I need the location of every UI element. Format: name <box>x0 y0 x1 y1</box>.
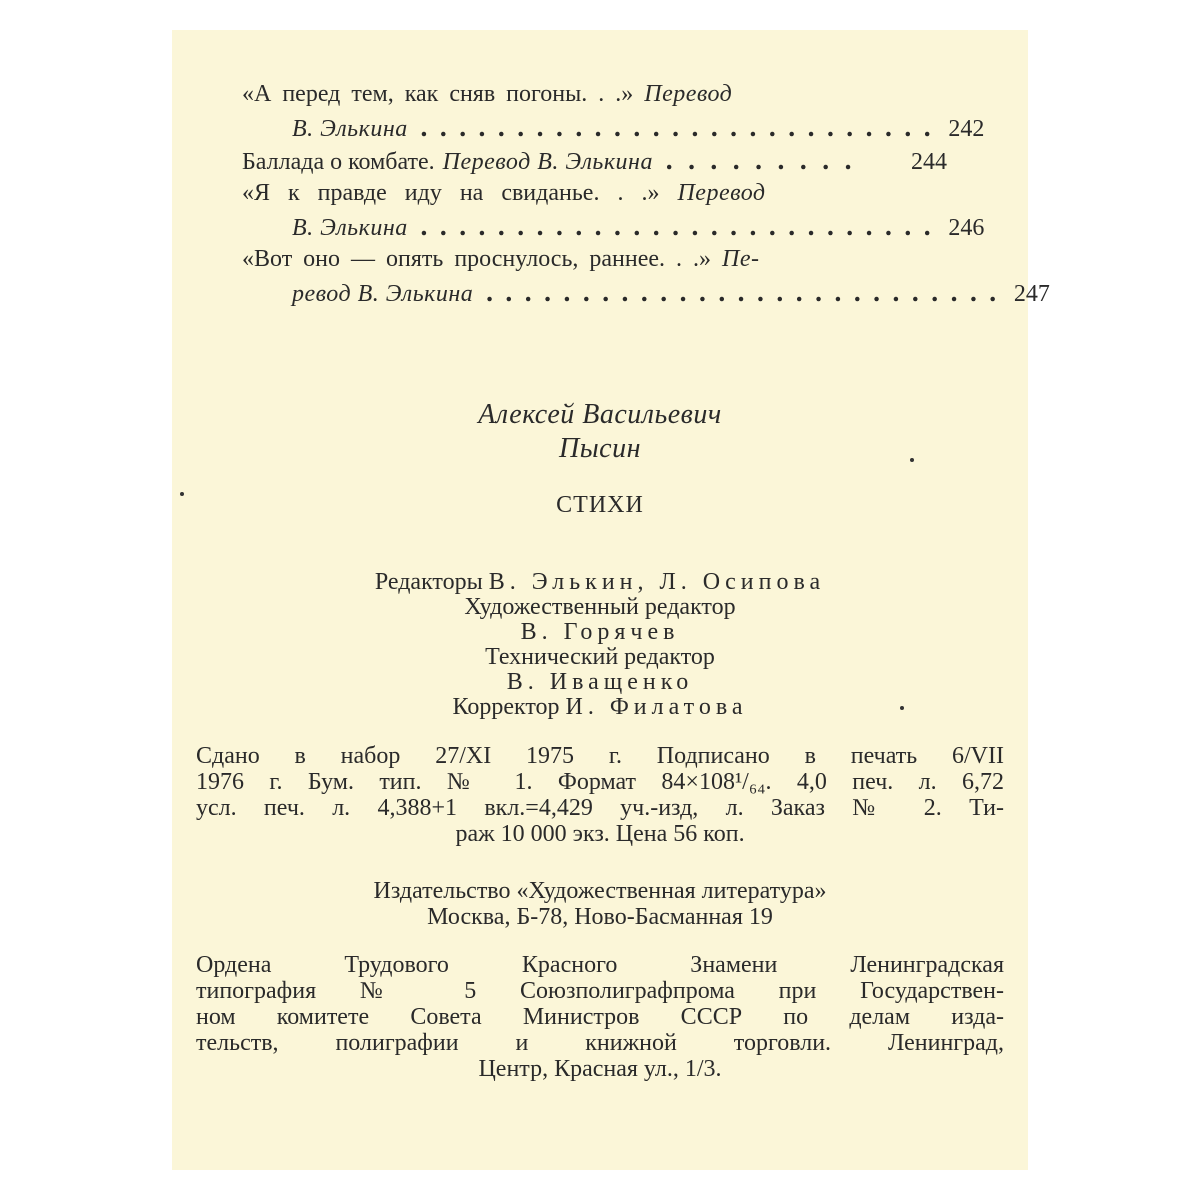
toc-leader-dots: ........................... <box>485 278 1008 307</box>
author-surname: Пысин <box>558 433 641 464</box>
toc-entry-last-line <box>242 111 985 144</box>
publisher-name: Издательство «Художественная литература» <box>373 878 827 904</box>
table-of-contents <box>242 78 1050 309</box>
printer-line: типография № 5 Союзполиграфпрома при Государствен- <box>196 978 1004 1004</box>
credit-tech-editor-label: Технический редактор <box>485 644 715 670</box>
toc-entry-last-line <box>242 276 1050 309</box>
toc-entry-first-line <box>242 243 947 276</box>
toc-leader-dots: ........................... <box>419 113 943 142</box>
toc-entry <box>242 243 1050 309</box>
author-first-line: Алексей Васильевич <box>478 399 722 430</box>
toc-entry-translator: ревод В. Элькина <box>292 281 474 307</box>
credit-label: Редакторы <box>374 569 483 595</box>
imprint-line: 1976 г. Бум. тип. № 1. Формат 84×108¹/₆₄. 4,0 печ. л. 6,72 <box>196 769 1004 795</box>
credits-block <box>172 570 1028 720</box>
toc-entry-translator: В. Элькина <box>292 215 408 241</box>
credit-names: В. Элькин, Л. Осипова <box>488 569 826 595</box>
toc-entry-translator: Перевод В. Элькина <box>442 149 653 175</box>
toc-entry-title: Баллада о комбате. <box>242 149 435 175</box>
printer-line: тельств, полиграфии и книжной торговли. Ленинград, <box>196 1030 1004 1056</box>
toc-page-number: 247 <box>1013 281 1050 307</box>
toc-entry-title: «А перед тем, как сняв погоны. . .» <box>242 81 634 107</box>
toc-entry-title: «Я к правде иду на свиданье. . .» <box>242 180 660 206</box>
toc-entry-translator: Перевод <box>677 180 766 206</box>
printer-line: Ордена Трудового Красного Знамени Ленинградская <box>196 952 1004 978</box>
toc-entry <box>242 144 947 177</box>
toc-entry <box>242 177 985 243</box>
toc-page-number: 246 <box>948 215 985 241</box>
toc-entry-first-line <box>242 78 947 111</box>
credit-label: Корректор <box>452 694 560 720</box>
toc-entry-first-line <box>242 177 947 210</box>
credit-art-editor-name: В. Горячев <box>520 619 680 645</box>
toc-leader-dots: ......... <box>664 146 867 175</box>
imprint-block <box>196 743 1004 847</box>
toc-entry-translator: Пе- <box>722 246 760 272</box>
printer-line: Центр, Красная ул., 1/3. <box>478 1056 722 1082</box>
toc-leader-dots: ........................... <box>419 212 943 241</box>
credit-tech-editor-name: В. Иващенко <box>506 669 694 695</box>
toc-entry-translator: Перевод <box>644 81 733 107</box>
credit-names: И. Филатова <box>565 694 748 720</box>
credit-editors <box>172 570 1028 595</box>
book-page <box>172 30 1050 1170</box>
toc-entry-title: «Вот оно — опять проснулось, раннее. . .» <box>242 246 712 272</box>
imprint-line: усл. печ. л. 4,388+1 вкл.=4,429 уч.-изд, л. Заказ № 2. Ти- <box>196 795 1004 821</box>
toc-entry <box>242 78 985 144</box>
toc-entry-last-line <box>242 210 985 243</box>
printer-line: ном комитете Совета Министров СССР по делам изда- <box>196 1004 1004 1030</box>
credit-art-editor-label: Художественный редактор <box>464 594 736 620</box>
imprint-line: раж 10 000 экз. Цена 56 коп. <box>455 821 745 847</box>
toc-entry-translator: В. Элькина <box>292 116 408 142</box>
toc-page-number: 244 <box>911 149 947 175</box>
publisher-block <box>172 878 1028 930</box>
credit-corrector <box>172 695 1028 720</box>
imprint-line: Сдано в набор 27/XI 1975 г. Подписано в печать 6/VII <box>196 743 1004 769</box>
toc-page-number: 242 <box>948 116 985 142</box>
work-title: СТИХИ <box>556 492 644 518</box>
publisher-address: Москва, Б-78, Ново-Басманная 19 <box>427 904 773 930</box>
printer-block <box>196 952 1004 1082</box>
toc-entry-line <box>242 144 947 177</box>
